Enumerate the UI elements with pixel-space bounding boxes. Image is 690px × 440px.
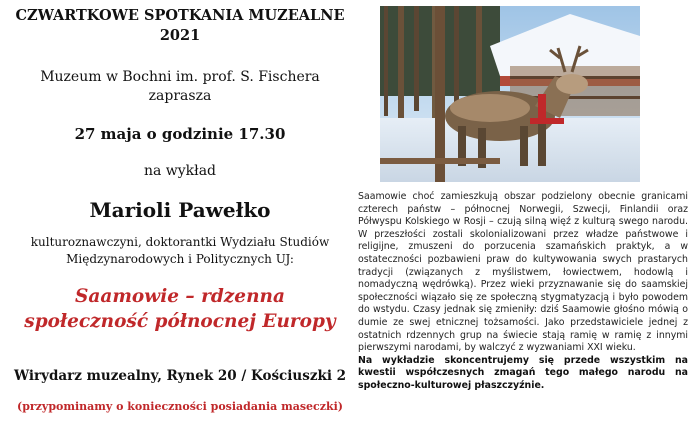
topic-line: społeczność północnej Europy: [24, 311, 336, 332]
lecture-topic: [0, 284, 360, 334]
lecture-intro: na wykład: [143, 163, 217, 179]
museum-name: Muzeum w Bochni im. prof. S. Fischera: [40, 69, 320, 85]
series-year: 2021: [159, 27, 201, 44]
speaker-name: Marioli Pawełko: [89, 198, 271, 222]
venue-address: Wirydarz muzealny, Rynek 20 / Kościuszki 2: [13, 368, 347, 384]
invites-text: zaprasza: [148, 88, 212, 104]
reindeer-photo: [380, 6, 640, 182]
lecture-description: [358, 191, 688, 393]
description-focus: Na wykładzie skoncentrujemy się przede wszystkim na kwestii współczesnych zmagań tego małego narodu na społeczno-kulturowej płaszczyźnie.: [358, 354, 688, 391]
topic-line: Saamowie – rdzenna: [75, 286, 285, 307]
series-title: [0, 6, 360, 46]
series-title-line: CZWARTKOWE SPOTKANIA MUZEALNE: [15, 7, 345, 24]
reindeer-photo-illustration: [380, 6, 640, 182]
affiliation-line: kulturoznawczyni, doktorantki Wydziału Studiów: [30, 235, 330, 249]
event-date: 27 maja o godzinie 17.30: [74, 125, 286, 143]
description-body: Saamowie choć zamieszkują obszar podzielony obecnie granicami czterech państw – północnej Norwegii, Szwecji, Finlandii oraz Półwyspu Kolskiego w Rosji – czują silną więź z kulturą swego narodu. W przeszłości zostali skolonializowani przez władze państwowe i religijne, zmuszeni do porzucenia szamańskich praktyk, a w ostateczności pozbawieni praw do kultywowania swych prastarych tradycji (związanych z myślistwem, łowiectwem, hodowlą i nomadyczną wędrówką). Przez wieki przyznawanie się do saamskiej społeczności wiązało się ze społeczną stygmatyzacją i było powodem do wstydu. Czasy jednak się zmieniły: dziś Saamowie głośno mówią o dumie ze swej etnicznej tożsamości. Jako przedstawiciele jednej z ostatnich rdzennych grup na świecie stają ramię w ramię z innymi pierwszymi narodami, by walczyć z wyzwaniami XXI wieku.: [358, 191, 688, 354]
mask-reminder: (przypominamy o konieczności posiadania maseczki): [16, 400, 344, 413]
speaker-affiliation: [0, 234, 360, 268]
affiliation-line: Międzynarodowych i Politycznych UJ:: [66, 252, 294, 266]
museum-invitation: [0, 68, 360, 106]
